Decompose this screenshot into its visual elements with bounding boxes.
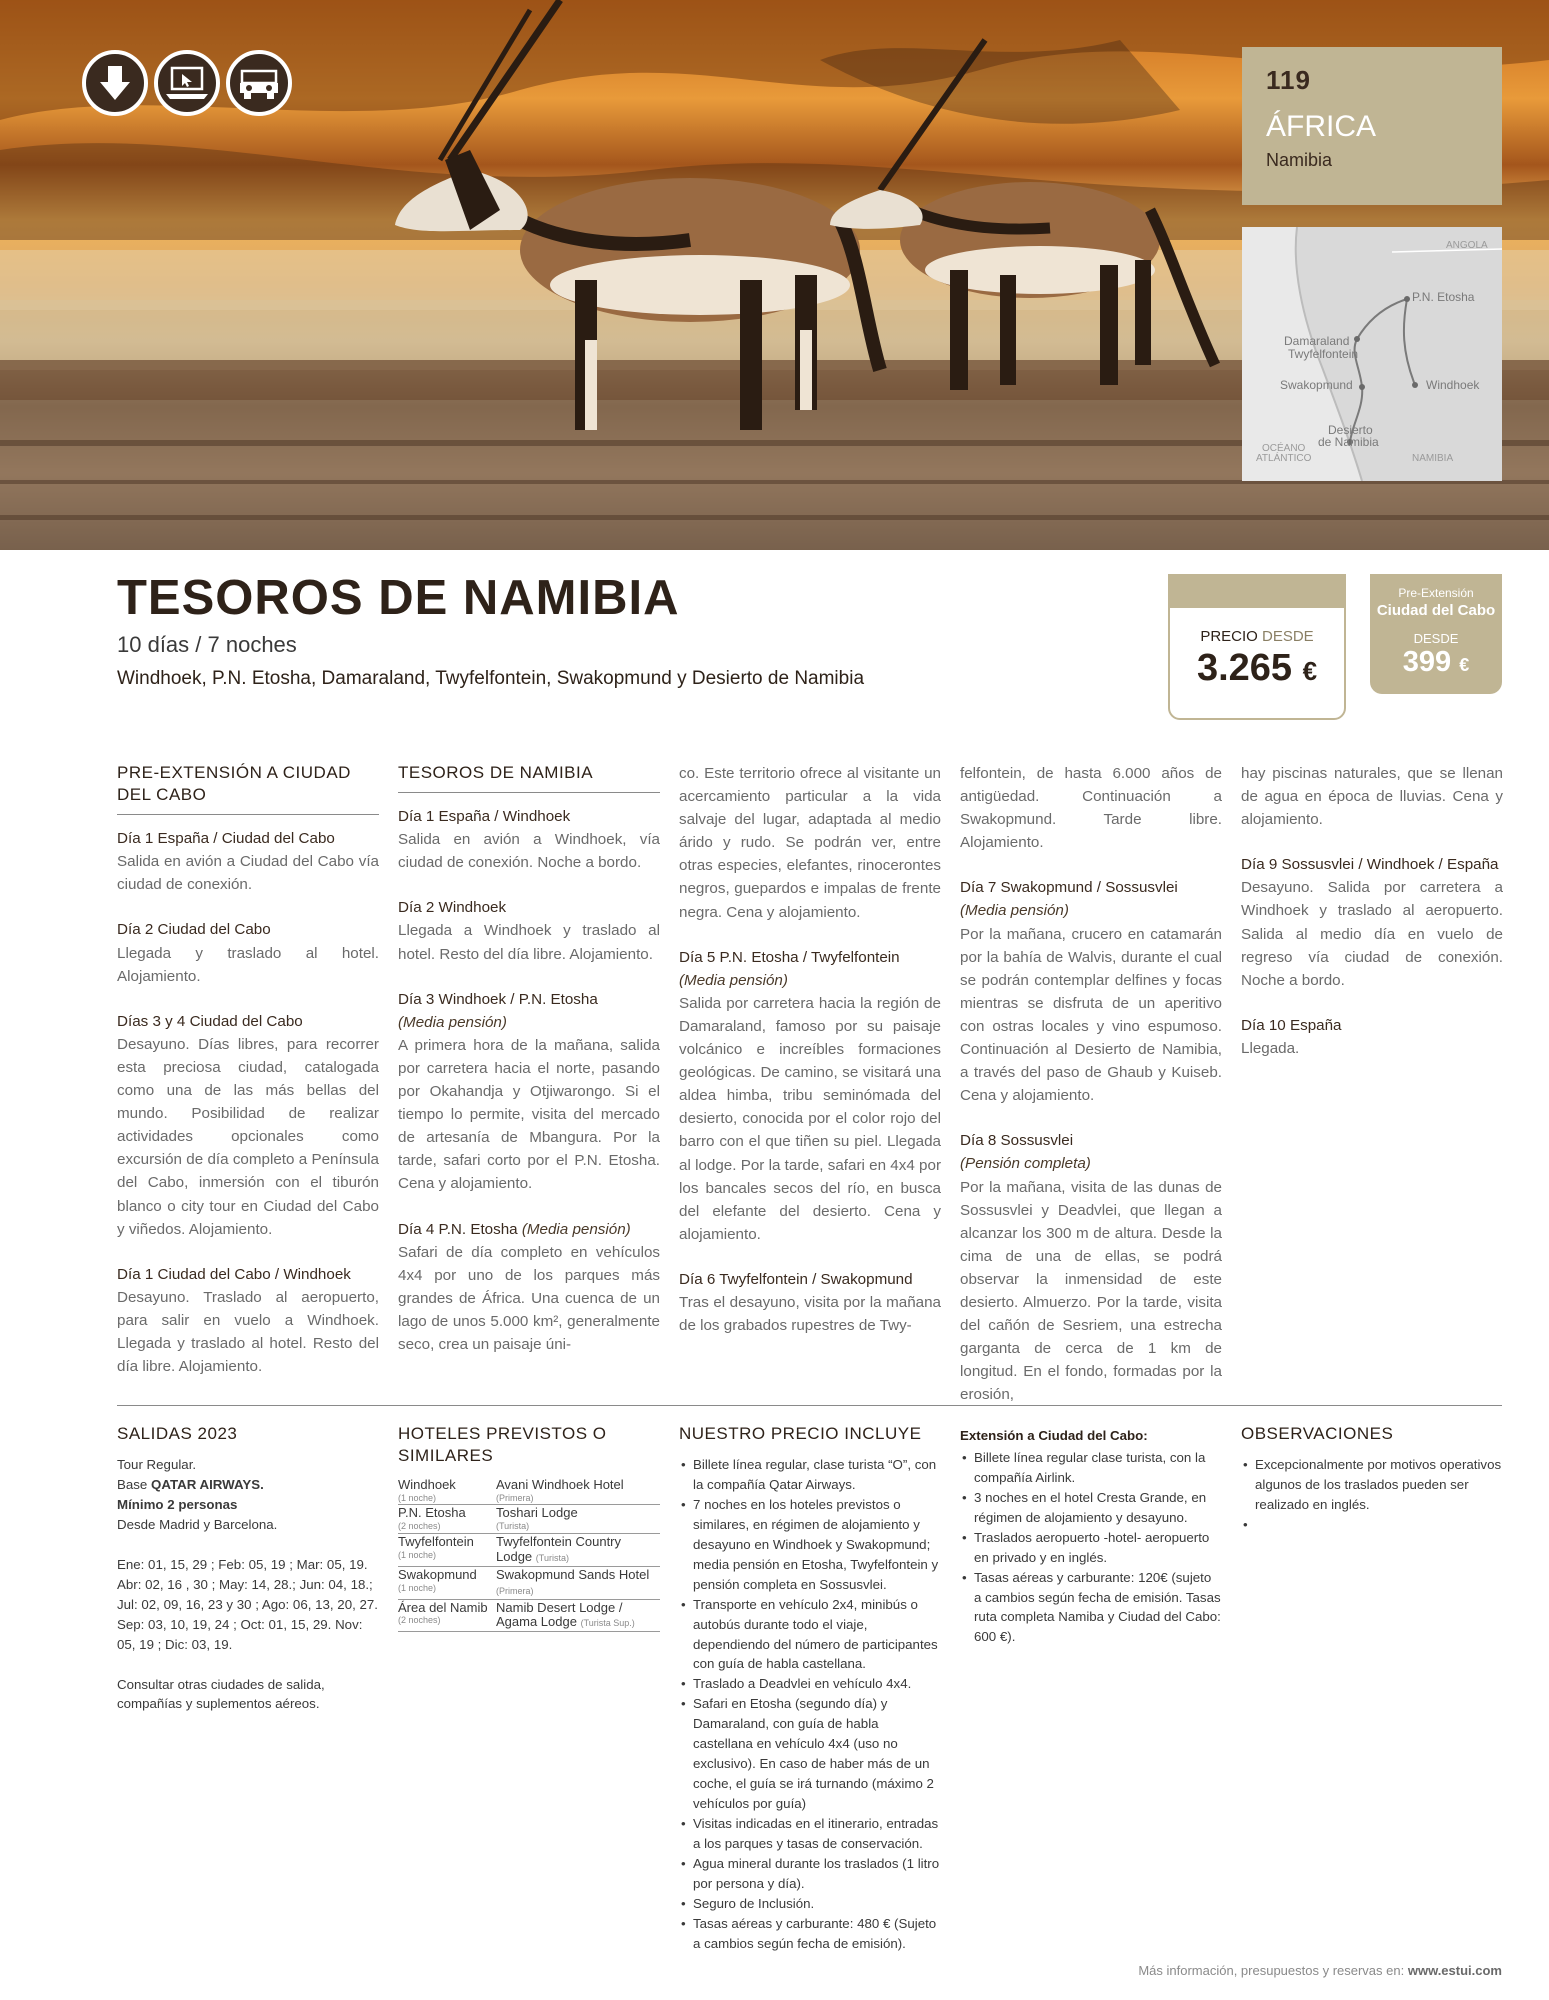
salidas-section bbox=[117, 1423, 379, 1714]
incluye-list bbox=[679, 1455, 941, 1953]
page-number: 119 bbox=[1266, 65, 1311, 95]
day-title: Día 4 P.N. Etosha bbox=[398, 1220, 522, 1238]
hotel-name bbox=[496, 1599, 660, 1632]
day-8-continued: hay piscinas naturales, que se llenan de agua en época de lluvias. Cena y alojamiento. bbox=[1241, 765, 1503, 829]
list-item: • Safari en Etosha (segundo día) y Damaraland, con guía de habla castellana en vehículo 4x4 (uso no exclusivo). En caso de haber más de un coche, el guía se irá turnando (máximo 2 vehículos por guía) bbox=[679, 1694, 941, 1814]
day-title: Día 6 Twyfelfontein / Swakopmund bbox=[679, 1270, 913, 1288]
departure-dates: Ene: 01, 15, 29 ; Feb: 05, 19 ; Mar: 05, 19. Abr: 02, 16 , 30 ; May: 14, 28.; Jun: 04, 18.; Jul: 02, 09, 16, 23 y 30 ; Ago: 06, 13, 20, 27. Sep: 03, 10, 19, 24 ; Oct: 01, 15, 29. Nov: 05, 19 ; Dic: 03, 19. bbox=[117, 1556, 378, 1652]
day-title: Día 9 Sossusvlei / Windhoek / España bbox=[1241, 856, 1499, 874]
day-2 bbox=[398, 896, 660, 965]
list-item: • Seguro de Inclusión. bbox=[679, 1894, 941, 1914]
day-title: Día 2 Ciudad del Cabo bbox=[117, 921, 271, 939]
day-text: Safari de día completo en vehículos 4x4 por uno de los parques más grandes de África. Una cuenca de un lago de unos 5.000 km², generalmente seco, crea un paisaje úni- bbox=[398, 1243, 660, 1353]
day-text: Salida en avión a Windhoek, vía ciudad de conexión. Noche a bordo. bbox=[398, 831, 660, 872]
price-currency: € bbox=[1302, 656, 1318, 686]
hotel-city bbox=[398, 1533, 496, 1566]
extension-price-label: DESDE bbox=[1413, 631, 1459, 646]
hotel-city-name: P.N. Etosha bbox=[398, 1505, 466, 1521]
day-text: Llegada. bbox=[1241, 1039, 1300, 1057]
hotel-nights: (2 noches) bbox=[398, 1521, 441, 1532]
hotel-nights: (1 noche) bbox=[398, 1549, 437, 1560]
hotel-city bbox=[398, 1505, 496, 1533]
day-title: Día 8 Sossusvlei bbox=[960, 1132, 1074, 1150]
hotel-name bbox=[496, 1533, 660, 1566]
observaciones-section bbox=[1241, 1423, 1503, 1515]
hotel-name-text: Namib Desert Lodge / Agama Lodge bbox=[496, 1599, 623, 1630]
table-row bbox=[398, 1533, 660, 1566]
observaciones-heading: OBSERVACIONES bbox=[1241, 1424, 1394, 1443]
airline-name: QATAR AIRWAYS. bbox=[151, 1477, 264, 1493]
day-meal: (Media pensión) bbox=[960, 902, 1069, 920]
list-item: • Billete línea regular, clase turista “O”, con la compañía Qatar Airways. bbox=[679, 1455, 941, 1495]
day-text: Desayuno. Traslado al aeropuerto, para salir en vuelo a Windhoek. Llegada y traslado al hotel. Resto del día libre. Alojamiento. bbox=[117, 1288, 379, 1376]
price-box-bar bbox=[1170, 576, 1344, 608]
list-item: • 3 noches en el hotel Cresta Grande, en régimen de alojamiento y desayuno. bbox=[960, 1488, 1222, 1528]
footer-link[interactable]: www.estui.com bbox=[1407, 1963, 1502, 1978]
incluye-heading: NUESTRO PRECIO INCLUYE bbox=[679, 1424, 922, 1443]
extension-price-amount: 399 bbox=[1402, 646, 1452, 678]
day-8 bbox=[960, 1129, 1222, 1406]
list-item: • Visitas indicadas en el itinerario, entradas a los parques y tasas de conservación. bbox=[679, 1814, 941, 1854]
day-4-continued: co. Este territorio ofrece al visitante un acercamiento particular a la vida salvaje del lugar, adaptada al medio árido y rudo. Se podrán ver, entre otras especies, elefantes, rinocerontes negros, guepardos e impalas de frente negra. Cena y alojamiento. bbox=[679, 765, 941, 921]
map-label-twyfelfontein: Twyfelfontein bbox=[1288, 347, 1359, 361]
map-label-atlantico: ATLÁNTICO bbox=[1256, 453, 1312, 464]
day-text: Llegada y traslado al hotel. Alojamiento. bbox=[117, 944, 379, 985]
day-meal: (Pensión completa) bbox=[960, 1155, 1091, 1173]
day-1 bbox=[398, 805, 660, 874]
day-text: A primera hora de la mañana, salida por carretera hacia el norte, pasando por Okahandja y Otjiwarongo. Si el tiempo lo permite, visita del mercado de artesanía de Mbangura. Por la tarde, safari corto por el P.N. Etosha. Cena y alojamiento. bbox=[398, 1036, 660, 1193]
route-map bbox=[1242, 227, 1502, 481]
hero-image bbox=[0, 0, 1549, 550]
day-text: Desayuno. Salida por carretera a Windhoek y traslado al aeropuerto. Salida al medio día en vuelo de regreso vía ciudad de conexión. Noche a bordo. bbox=[1241, 879, 1503, 989]
day-title: Día 1 España / Ciudad del Cabo bbox=[117, 830, 335, 848]
day-text: Por la mañana, visita de las dunas de Sossusvlei y Deadvlei, que llegan a alcanzar los 300 m de altura. Desde la cima de una de ellas, se podrá observar la inmensidad de este desierto. Almuerzo. Por la tarde, visita del cañón de Sesriem, una estrecha garganta de cerca de 1 km de longitud. En el fondo, formadas por la erosión, bbox=[960, 1178, 1222, 1404]
hotel-nights: (1 noche) bbox=[398, 1493, 437, 1504]
tour-type: Tour Regular. bbox=[117, 1457, 197, 1473]
itinerary-col-2 bbox=[398, 762, 660, 1356]
list-item: • Traslado a Deadvlei en vehículo 4x4. bbox=[679, 1674, 941, 1694]
day-7 bbox=[960, 876, 1222, 1107]
day-title: Día 7 Swakopmund / Sossusvlei bbox=[960, 879, 1178, 897]
day-title: Día 5 P.N. Etosha / Twyfelfontein bbox=[679, 948, 900, 966]
day-4 bbox=[398, 1218, 660, 1357]
price-value bbox=[1170, 647, 1344, 690]
list-item: • Excepcionalmente por motivos operativos algunos de los traslados pueden ser realizado en inglés. bbox=[1241, 1455, 1503, 1515]
price-amount: 3.265 bbox=[1196, 647, 1293, 689]
price-label-b: DESDE bbox=[1262, 628, 1314, 645]
map-label-windhoek: Windhoek bbox=[1426, 378, 1480, 392]
day-text: Salida por carretera hacia la región de Damaraland, famoso por su paisaje volcánico e increíbles formaciones geológicas. De camino, se visitará una aldea himba, tribu seminómada del desierto, conocida por el color rojo del barro con el que tiñen su piel. Llegada al lodge. Por la tarde, safari en 4x4 por los bancales secos del río, en busca del elefante del desierto. Cena y alojamiento. bbox=[679, 994, 941, 1243]
extension-price-line2: Ciudad del Cabo bbox=[1376, 602, 1496, 619]
day-text: Salida en avión a Ciudad del Cabo vía ciudad de conexión. bbox=[117, 853, 379, 894]
day-5 bbox=[679, 946, 941, 1246]
page-title: TESOROS DE NAMIBIA bbox=[117, 571, 680, 625]
day-meal: (Media pensión) bbox=[521, 1220, 631, 1238]
list-item: • Transporte en vehículo 2x4, minibús o autobús durante todo el viaje, dependiendo del número de participantes con guía de habla castellana. bbox=[679, 1595, 941, 1675]
hotel-city-name: Swakopmund bbox=[398, 1566, 477, 1582]
country-label: Namibia bbox=[1266, 150, 1333, 170]
extension-heading: Extensión a Ciudad del Cabo: bbox=[960, 1428, 1148, 1443]
day-text: Por la mañana, crucero en catamarán por la bahía de Walvis, durante el cual se podrán contemplar delfines y focas mientras se disfruta de un aperitivo con ostras locales y vino espumoso. Continuación al Desierto de Namibia, a través del paso de Ghaub y Kuiseb. Cena y alojamiento. bbox=[960, 925, 1222, 1105]
pre-day bbox=[117, 827, 379, 896]
hotel-city bbox=[398, 1599, 496, 1632]
itinerary-col-4 bbox=[960, 762, 1222, 1406]
hotel-name bbox=[496, 1505, 660, 1533]
day-title: Día 3 Windhoek / P.N. Etosha bbox=[398, 990, 598, 1008]
extension-list bbox=[960, 1448, 1222, 1647]
pre-extension-heading: PRE-EXTENSIÓN A CIUDAD DEL CABO bbox=[117, 762, 379, 815]
airline-base bbox=[117, 1475, 379, 1495]
price-label-a: PRECIO bbox=[1200, 628, 1262, 645]
itinerary-col-1 bbox=[117, 762, 379, 1378]
hoteles-heading: HOTELES PREVISTOS O SIMILARES bbox=[398, 1424, 607, 1466]
day-text: Desayuno. Días libres, para recorrer esta preciosa ciudad, catalogada como una de las más bellas del mundo. Posibilidad de realizar actividades opcionales como excursión de día completo a Península del Cabo, inmersión con el tiburón blanco o city tour en Ciudad del Cabo y viñedos. Alojamiento. bbox=[117, 1035, 379, 1238]
section-divider bbox=[117, 1405, 1502, 1406]
day-3 bbox=[398, 988, 660, 1196]
list-item: • Traslados aeropuerto -hotel- aeropuerto en privado y en inglés. bbox=[960, 1528, 1222, 1568]
map-label-de-namibia: de Namibia bbox=[1318, 435, 1379, 449]
footer-text: Más información, presupuestos y reservas en: bbox=[1138, 1963, 1408, 1978]
itinerary-col-3 bbox=[679, 762, 941, 1337]
hotel-nights: (1 noche) bbox=[398, 1582, 437, 1593]
pre-day bbox=[117, 1263, 379, 1378]
extension-price-line1: Pre-Extensión bbox=[1398, 586, 1474, 600]
price-box bbox=[1168, 574, 1346, 720]
day-title: Día 2 Windhoek bbox=[398, 899, 507, 917]
table-row bbox=[398, 1505, 660, 1533]
incluye-section bbox=[679, 1423, 941, 1954]
price-label bbox=[1170, 628, 1344, 645]
day-meal: (Media pensión) bbox=[398, 1013, 507, 1031]
map-label-namibia: NAMIBIA bbox=[1412, 453, 1454, 464]
day-title: Día 10 España bbox=[1241, 1016, 1342, 1034]
pre-day bbox=[117, 1010, 379, 1241]
map-label-damaraland: Damaraland bbox=[1284, 334, 1350, 348]
jeep-icon[interactable] bbox=[226, 50, 292, 116]
table-row bbox=[398, 1599, 660, 1632]
day-text: Tras el desayuno, visita por la mañana de los grabados rupestres de Twy- bbox=[679, 1293, 941, 1335]
hotel-city-name: Área del Namib bbox=[398, 1599, 488, 1615]
hotel-city bbox=[398, 1566, 496, 1599]
hotel-nights: (2 noches) bbox=[398, 1615, 441, 1626]
salidas-note: Consultar otras ciudades de salida, compañías y suplementos aéreos. bbox=[117, 1676, 325, 1712]
min-persons: Mínimo 2 personas bbox=[117, 1496, 238, 1512]
hotel-table bbox=[398, 1477, 660, 1632]
departure-cities: Desde Madrid y Barcelona. bbox=[117, 1516, 278, 1532]
day-text: Llegada a Windhoek y traslado al hotel. Resto del día libre. Alojamiento. bbox=[398, 922, 660, 963]
hotel-category: (Turista Sup.) bbox=[580, 1618, 635, 1629]
destination-badge bbox=[1242, 47, 1502, 205]
footer bbox=[1138, 1963, 1502, 1978]
hotel-city-name: Twyfelfontein bbox=[398, 1533, 474, 1549]
list-item: • Tasas aéreas y carburante: 120€ (sujeto a cambios según fecha de emisión. Tasas ruta completa Namiba y Ciudad del Cabo: 600 €). bbox=[960, 1568, 1222, 1648]
day-9 bbox=[1241, 853, 1503, 992]
extension-price-value bbox=[1370, 646, 1502, 679]
region-label: ÁFRICA bbox=[1266, 110, 1377, 143]
list-item: • Tasas aéreas y carburante: 480 € (Sujeto a cambios según fecha de emisión). bbox=[679, 1914, 941, 1954]
hotel-name-text: Swakopmund Sands Hotel bbox=[496, 1566, 650, 1582]
extension-price-currency: € bbox=[1459, 655, 1470, 675]
download-icon[interactable] bbox=[82, 50, 148, 116]
list-item: • Agua mineral durante los traslados (1 litro por persona y día). bbox=[679, 1854, 941, 1894]
itinerary-col-5 bbox=[1241, 762, 1503, 1060]
hotel-category: (Turista) bbox=[535, 1552, 569, 1563]
hotel-city bbox=[398, 1477, 496, 1505]
airline-base-label: Base bbox=[117, 1477, 152, 1493]
map-label-swakopmund: Swakopmund bbox=[1280, 378, 1353, 392]
hotel-category: (Primera) bbox=[496, 1585, 534, 1596]
map-label-etosha: P.N. Etosha bbox=[1412, 290, 1475, 304]
hoteles-section bbox=[398, 1423, 660, 1632]
map-label-angola: ANGOLA bbox=[1446, 240, 1488, 251]
extension-section bbox=[960, 1426, 1222, 1647]
hotel-name bbox=[496, 1566, 660, 1599]
map-label-oceano: OCÉANO bbox=[1262, 443, 1306, 454]
list-item: • 7 noches en los hoteles previstos o similares, en régimen de alojamiento y desayuno en Windhoek y Swakopmund; media pensión en Etosha, Twyfelfontein y pensión completa en Sossusvlei. bbox=[679, 1495, 941, 1595]
hotel-name bbox=[496, 1477, 660, 1505]
hotel-name-text: Toshari Lodge bbox=[496, 1505, 578, 1521]
hotel-city-name: Windhoek bbox=[398, 1477, 456, 1493]
extension-price-box bbox=[1370, 574, 1502, 694]
laptop-icon[interactable] bbox=[154, 50, 220, 116]
list-item: • Billete línea regular clase turista, con la compañía Airlink. bbox=[960, 1448, 1222, 1488]
day-title: Días 3 y 4 Ciudad del Cabo bbox=[117, 1012, 303, 1030]
day-title: Día 1 España / Windhoek bbox=[398, 808, 571, 826]
hotel-category: (Turista) bbox=[496, 1521, 530, 1532]
salidas-heading: SALIDAS 2023 bbox=[117, 1424, 238, 1443]
hotel-category: (Primera) bbox=[496, 1493, 534, 1504]
table-row bbox=[398, 1477, 660, 1505]
day-meal: (Media pensión) bbox=[679, 971, 788, 989]
day-title: Día 1 Ciudad del Cabo / Windhoek bbox=[117, 1265, 351, 1283]
hotel-name-text: Twyfelfontein Country Lodge bbox=[496, 1533, 622, 1564]
main-itinerary-heading: TESOROS DE NAMIBIA bbox=[398, 762, 660, 793]
table-row bbox=[398, 1566, 660, 1599]
hotel-name-text: Avani Windhoek Hotel bbox=[496, 1477, 624, 1493]
observaciones-list bbox=[1241, 1455, 1503, 1515]
day-10 bbox=[1241, 1014, 1503, 1060]
map-label-desierto: Desierto bbox=[1328, 423, 1373, 437]
day-6 bbox=[679, 1268, 941, 1337]
day-6-continued: felfontein, de hasta 6.000 años de antigüedad. Continuación a Swakopmund. Tarde libre. Alojamiento. bbox=[960, 765, 1222, 852]
route-summary: Windhoek, P.N. Etosha, Damaraland, Twyfelfontein, Swakopmund y Desierto de Namibia bbox=[117, 668, 865, 689]
pre-day bbox=[117, 918, 379, 987]
duration: 10 días / 7 noches bbox=[117, 632, 297, 657]
